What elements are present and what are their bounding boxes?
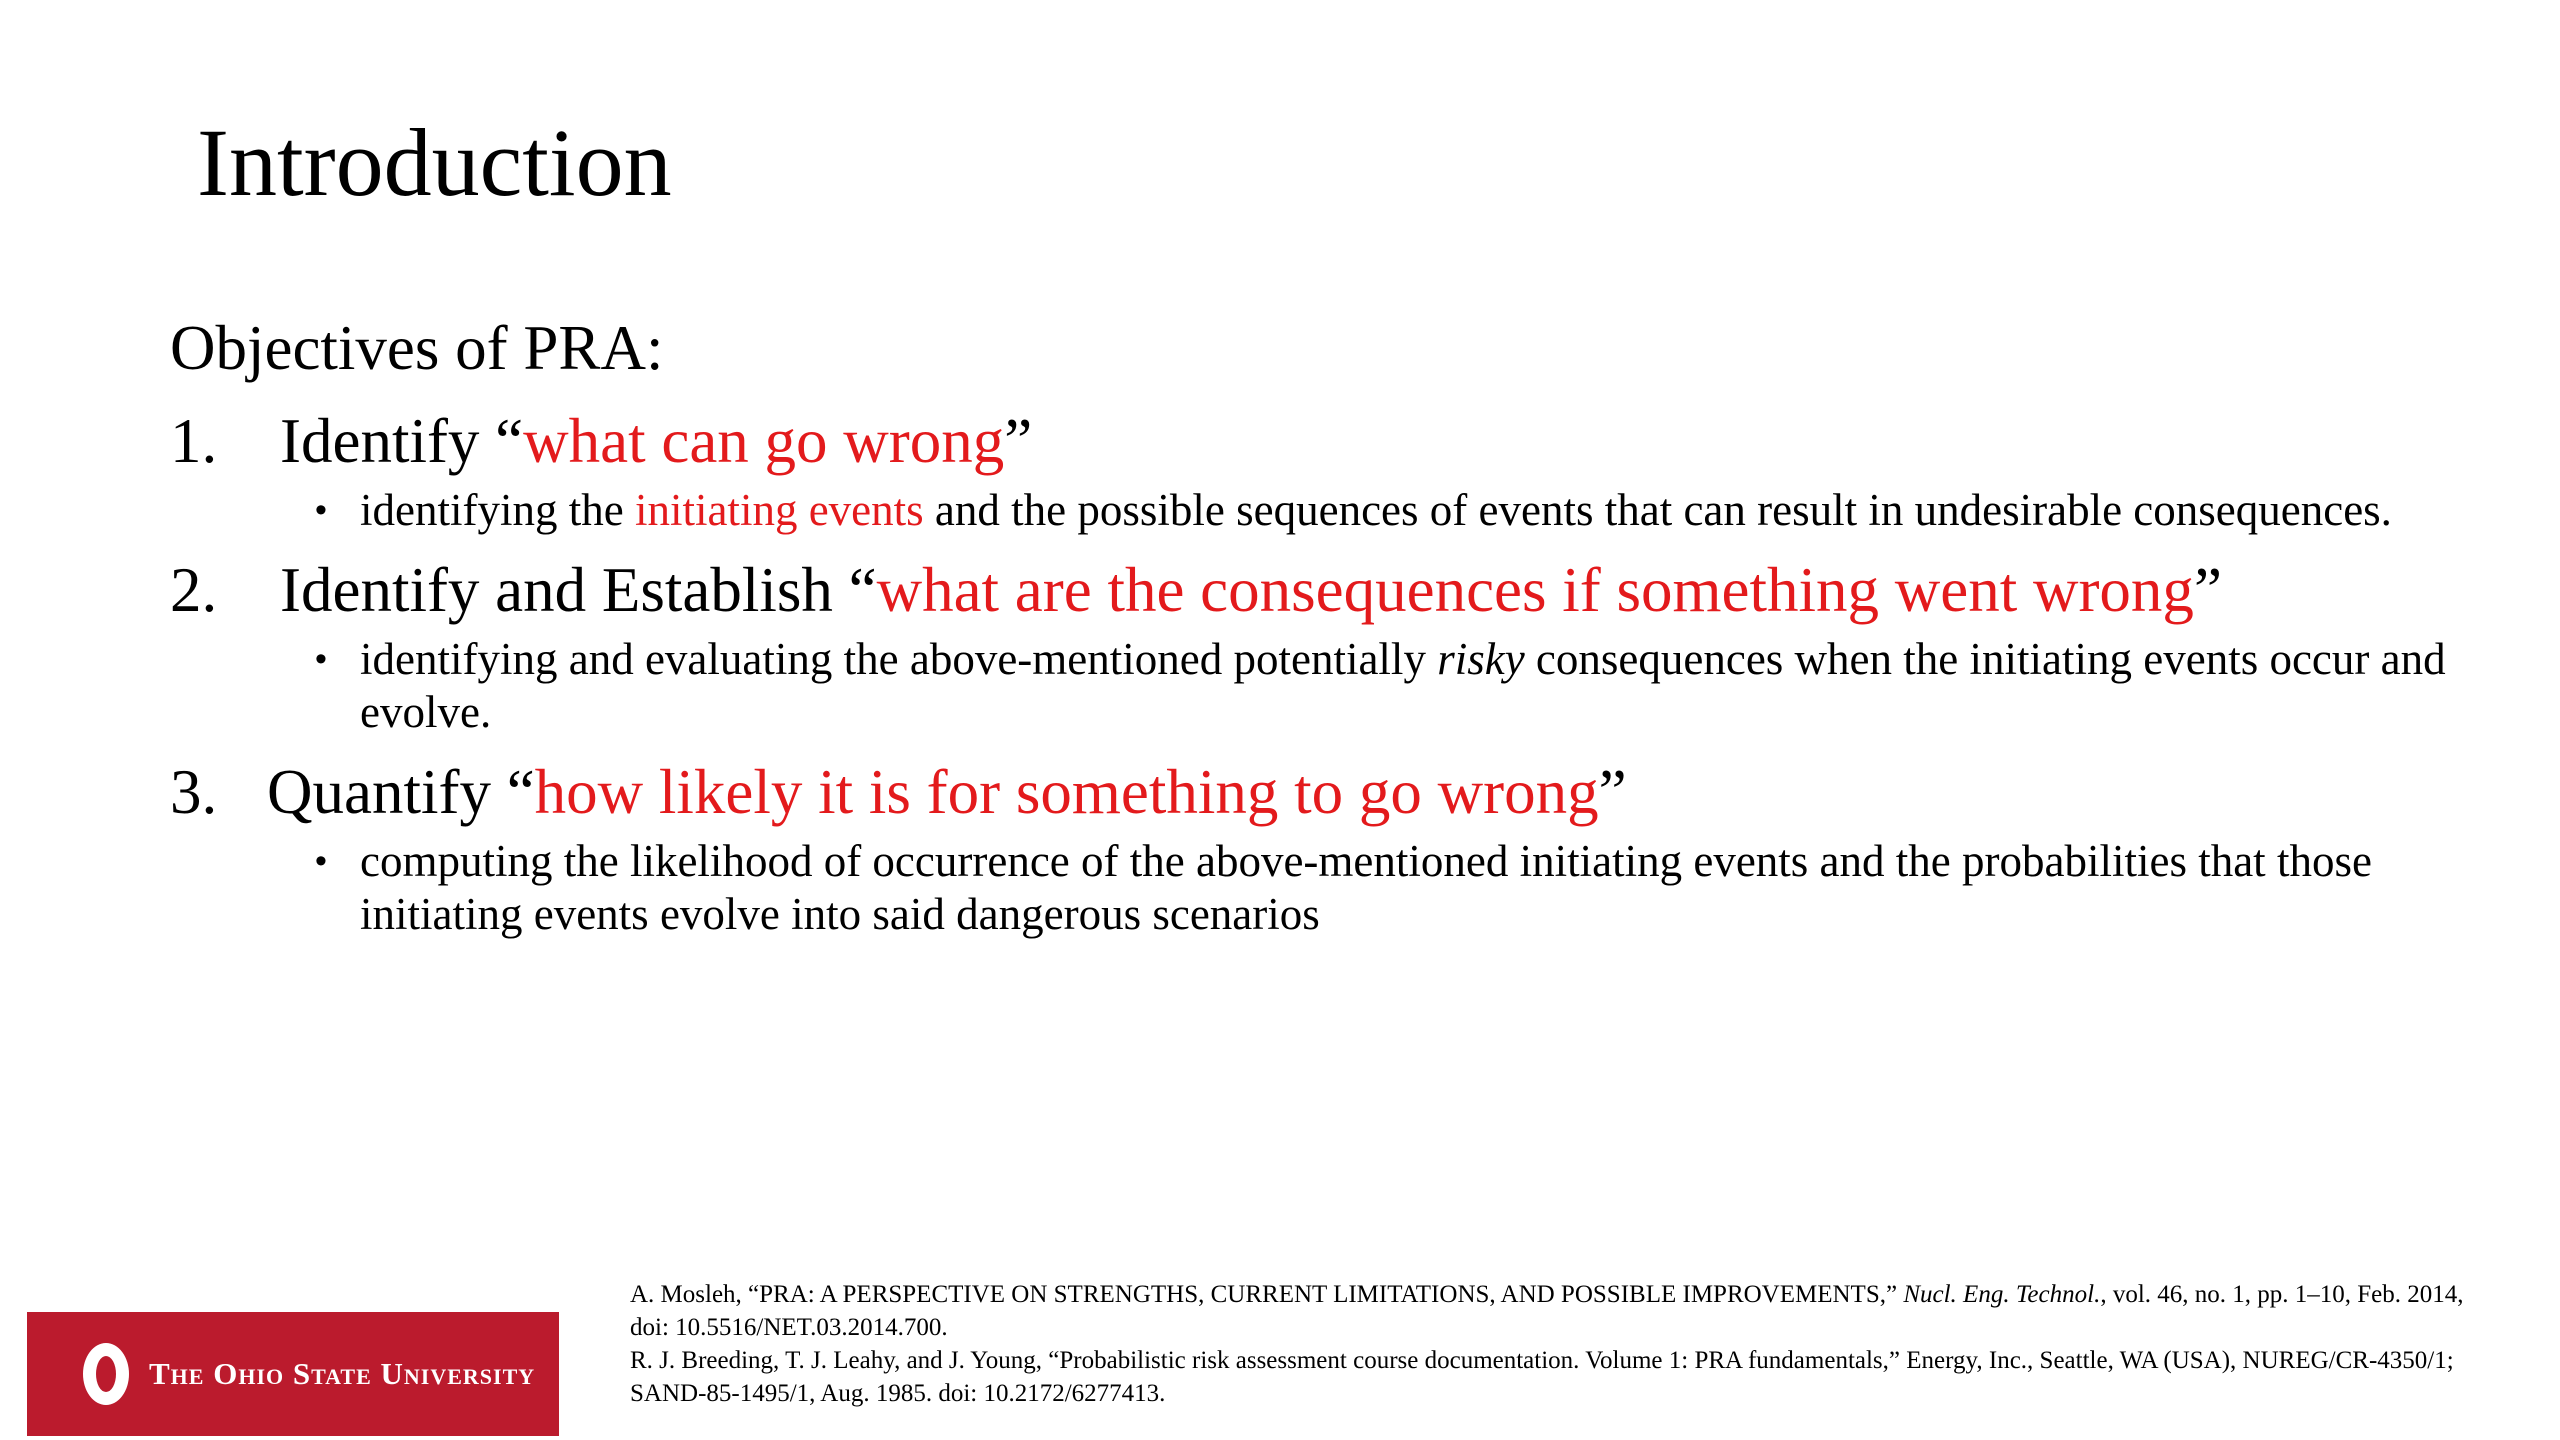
objective-prefix: Quantify “ — [267, 757, 535, 827]
objective-2 — [170, 549, 2470, 739]
detail-italic: risky — [1437, 634, 1525, 684]
objective-prefix: Identify “ — [280, 406, 524, 476]
reference-text: , vol. 46, no. 1, pp. 1–10, Feb. 2014, doi: 10.5516/NET.03.2014.700. — [630, 1281, 2464, 1341]
block-o-icon — [83, 1343, 129, 1405]
objective-1 — [170, 400, 2470, 537]
objective-suffix: ” — [1004, 406, 1033, 476]
objective-heading — [170, 400, 2470, 482]
objective-detail — [315, 484, 2450, 537]
reference-text: A. Mosleh, “PRA: A PERSPECTIVE ON STRENGTHS, CURRENT LIMITATIONS, AND POSSIBLE IMPROVEMENTS,” — [630, 1281, 1904, 1308]
detail-text: and the possible sequences of events that can result in undesirable consequences. — [923, 485, 2392, 535]
slide-title: Introduction — [197, 109, 672, 216]
objective-suffix: ” — [1598, 757, 1627, 827]
objective-highlight: what are the consequences if something went wrong — [876, 555, 2194, 625]
objective-number: 1. — [170, 406, 218, 476]
objective-highlight: what can go wrong — [523, 406, 1005, 476]
reference-2: R. J. Breeding, T. J. Leahy, and J. Young, “Probabilistic risk assessment course documentation. Volume 1: PRA fundamentals,” Energy, Inc., Seattle, WA (USA), NUREG/CR-4350/1; SAND-85-1495/1, Aug. 1985. doi: 10.2172/6277413. — [630, 1347, 2454, 1407]
references — [630, 1278, 2480, 1410]
objective-detail — [315, 633, 2450, 739]
objective-suffix: ” — [2193, 555, 2222, 625]
detail-text: computing the likelihood of occurrence of the above-mentioned initiating events and the probabilities that those initiating events evolve into said dangerous scenarios — [360, 836, 2372, 939]
reference-journal: Nucl. Eng. Technol. — [1903, 1281, 2101, 1308]
objective-highlight: how likely it is for something to go wrong — [534, 757, 1599, 827]
objective-number: 2. — [170, 555, 218, 625]
detail-text: consequences when the initiating events occur and evolve. — [360, 634, 2446, 737]
bullet-icon: • — [315, 640, 327, 678]
objectives-heading: Objectives of PRA: — [170, 313, 664, 383]
objective-detail — [315, 835, 2450, 941]
bullet-icon: • — [315, 491, 327, 529]
logo-text: The Ohio State University — [149, 1356, 536, 1391]
detail-text: identifying the — [360, 485, 635, 535]
bullet-icon: • — [315, 842, 327, 880]
objective-3 — [170, 751, 2470, 941]
slide-content — [170, 308, 2470, 941]
osu-logo — [27, 1312, 559, 1436]
objective-heading — [170, 549, 2470, 631]
objective-number: 3. — [170, 757, 218, 827]
detail-text: identifying and evaluating the above-mentioned potentially — [360, 634, 1438, 684]
objective-prefix: Identify and Establish “ — [280, 555, 877, 625]
reference-1 — [630, 1278, 2480, 1344]
detail-highlight: initiating events — [634, 485, 924, 535]
objective-heading — [170, 751, 2470, 833]
